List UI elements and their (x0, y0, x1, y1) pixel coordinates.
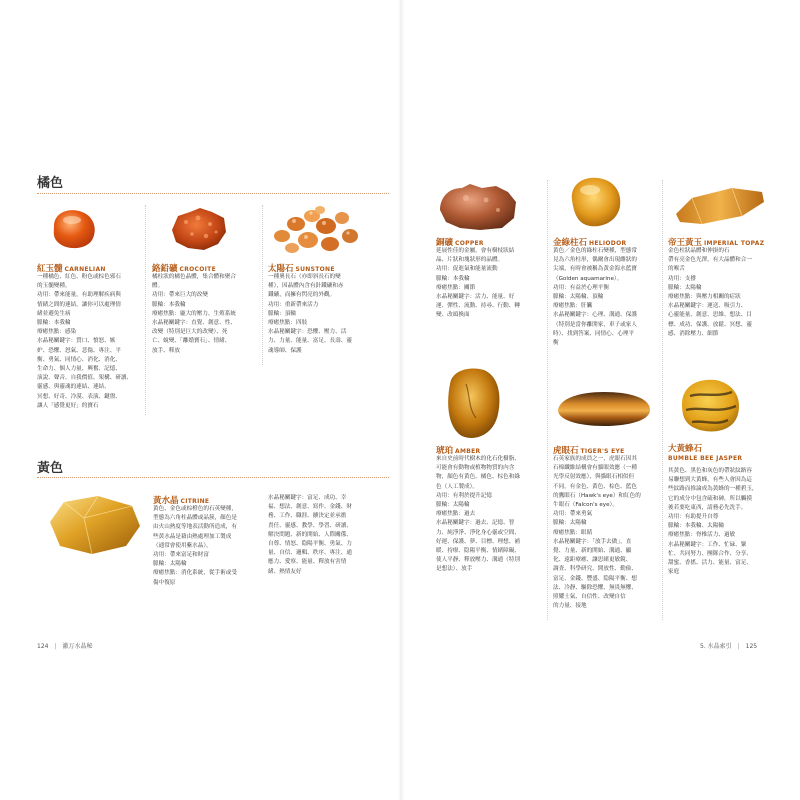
column-divider (662, 180, 663, 620)
description-line: 黃色、金色或棕橙色的石英變種， (153, 506, 237, 512)
description-line: 的力量、接地 (553, 603, 587, 610)
page-gutter (398, 0, 404, 800)
sunstone-description (268, 273, 376, 356)
description-line: 富足、金錢、豐盛、隐陽平衡、想 (553, 575, 637, 582)
description-line: 運、彈性、流動、持尋、行動、轉 (436, 303, 520, 310)
description-line: 照耀士氣、自信性、改變自信 (553, 594, 626, 601)
bumble-bee-jasper-image (676, 374, 746, 436)
description-line: 石英家族的成員之一，虎眼石因其 (553, 456, 637, 462)
description-line: 其黃色、黑色和灰色的帶狀紋路容 (668, 468, 752, 474)
description-line: 來自史前時代樹木的化石化樹脂， (436, 456, 520, 462)
description-line: 水晶秘關鍵字：工作、忙碌、緊 (668, 541, 747, 548)
description-line: 脈輪：太陽輪 (668, 284, 702, 291)
description-line: 水晶秘關鍵字：直覺、創意、性、 (152, 320, 236, 327)
description-line: 療癒焦點：關節 (436, 284, 476, 291)
column-divider (145, 205, 146, 415)
description-line: 脈輪：本我輪 (152, 301, 186, 308)
description-line: 功用：帶來能量，有助理解疾病與 (37, 292, 121, 299)
description-line: 功用：帶來富足和財富 (153, 552, 209, 559)
description-line: 緒、熱情友好 (268, 568, 302, 575)
description-line: 生命力、個人力量、興奮、記憶、 (37, 366, 121, 373)
description-line: 亡、蛻變、「離婚寶石」、情緒、 (152, 338, 231, 345)
description-line: 是想法）、放手 (436, 566, 473, 573)
description-line: 水晶秘關鍵字：「放手去做」，直 (553, 538, 632, 545)
carnelian-image (48, 204, 100, 252)
description-line: 療癒焦點：過去 (436, 511, 476, 518)
copper-image (436, 180, 520, 234)
description-line: 水晶秘關鍵字：運送、吸引力、 (668, 303, 747, 310)
description-line: （通常會使用紫水晶）。 (153, 542, 212, 549)
description-line: 可能會有動物或植物物質的內含 (436, 465, 515, 472)
description-line: 的喉舌 (668, 266, 685, 273)
section-title-yellow: 黃色 (37, 461, 64, 476)
description-line: 水晶秘關鍵字：恐懼、壓力、活 (268, 329, 347, 336)
right-page-number: 125 (745, 643, 758, 650)
description-line: 改變（特別是巨大的改變）、死 (152, 329, 228, 336)
description-line: 一種橘色、紅色、粉色或棕色邪石 (37, 274, 121, 280)
description-line: 甜蜜、香搖、活力、能量、富足、 (668, 560, 752, 567)
left-page-footer: 124 | 激万水晶秘 (37, 643, 93, 650)
description-line: 標、成功、保護、放鬆、冥想、靈 (668, 321, 752, 328)
description-line: 情緒之間的連結，讓你可以處理情 (37, 301, 121, 308)
description-line: 心靈能量、創意、思維、想法、目 (668, 312, 752, 319)
description-line: 脈輪：太陽輪 (553, 520, 587, 527)
description-line: 妒、恐懼、怒氣、悲傷、專注、平 (37, 347, 121, 354)
amber-description (436, 455, 544, 575)
description-line: （特別是當你離開家，車子或家人 (553, 321, 637, 328)
description-line: 脈輪：本我輪、太陽輪 (668, 523, 724, 530)
description-line: 功用：支撐 (668, 275, 696, 282)
left-book-title: 激万水晶秘 (62, 643, 93, 650)
description-line: 種），因晶體內含有針鐵礦和赤 (268, 283, 344, 290)
description-line: 功用：有利於提升記憶 (436, 492, 492, 499)
description-line: 帶有亮金色光澤，有大晶體和合一 (668, 257, 752, 264)
description-line: 量、自信、邏輯、秩序、專注、通 (268, 550, 352, 557)
description-line: 暖、持療、隐陽平衡、情緒障礙、 (436, 548, 520, 555)
description-line: 橘柱狀的橘色晶體，集合體和聚合 (152, 274, 236, 280)
description-line: 福、想法、創意、寫作、金錢、財 (268, 504, 352, 511)
description-line: 解決問題、新的開始、人際關係、 (268, 531, 352, 538)
heliodor-description (553, 247, 661, 348)
copper-title: 銅礦 COPPER (436, 238, 484, 248)
description-line: 的鷹眼石（Hawk's eye）和紅色的 (553, 492, 641, 499)
crocoite-description (152, 273, 256, 356)
description-line: 金色柱狀晶體和伸掛的石 (668, 248, 730, 254)
description-line: 冥想、好奇、冷漠、表演、鍵盤、 (37, 393, 121, 400)
description-line: 衡 (553, 340, 559, 347)
description-line: 療癒焦點：肝臟 (553, 303, 593, 310)
citrine-description-keywords (268, 494, 376, 577)
description-line: 脈輪：太陽輪 (153, 561, 187, 568)
right-section-title: 5. 水晶索引 (700, 643, 732, 650)
description-line: 衡、勇氣、同情心、消化、消化、 (37, 356, 121, 363)
description-line: 水晶秘關鍵字：富足、成功、幸 (268, 495, 347, 501)
description-line: 功用：促進氣和能量流動 (436, 266, 498, 273)
tigers-eye-image (554, 388, 654, 428)
column-divider (262, 205, 263, 365)
citrine-description (153, 505, 261, 588)
description-line: 療癒焦點：龐大的壓力，生殖系統 (152, 310, 236, 317)
description-line: 它的成分中包含硫和砷，所以觸摸 (668, 495, 752, 502)
description-line: 體。 (152, 283, 164, 290)
description-line: 牛眼石（Falcon's eye）。 (553, 502, 618, 509)
imperial-topaz-description (668, 247, 774, 339)
crocoite-title: 鉻鉛礦 CROCOITE (152, 264, 216, 274)
description-line: 些紋路而推論成為黃蜂的一種碧玉， (668, 486, 758, 493)
citrine-image (44, 492, 144, 558)
description-line: 石棉纖維結構會有貓眼效應（一種 (553, 465, 637, 472)
tigers-eye-description (553, 455, 661, 611)
description-line: 尖端，有時會被稱為黃金海水藍寶 (553, 266, 637, 273)
description-line: 水晶秘關鍵字：活力、能量、好 (436, 294, 515, 301)
description-line: 使人平靜、釋放壓力、溝通（特別 (436, 557, 520, 564)
description-line: 型態為六角柱晶體或晶簇，顏色是 (153, 515, 237, 522)
description-line: 療癒焦點：四肢 (268, 320, 308, 327)
description-line: 的玉髓變種。 (37, 283, 71, 290)
description-line: 色（人工製成）。 (436, 483, 478, 490)
description-line: 靈感、與靈魂的連結、連結、 (37, 384, 110, 391)
tigers-eye-title: 虎眼石 TIGER'S EYE (553, 446, 625, 456)
description-line: 療癒焦點：感染 (37, 329, 77, 336)
description-line: 脈輪：頂輪 (268, 310, 296, 317)
description-line: 鐵礦，而擁有閃亮的外觀。 (268, 292, 336, 299)
description-line: 務、工作、職涯、擴決定並承擔 (268, 513, 347, 520)
description-line: 脈輪：本我輪 (37, 320, 71, 327)
description-line: 魂導師、保護 (268, 347, 302, 354)
description-line: 水晶秘關鍵字：過去、記憶、智 (436, 520, 515, 527)
description-line: 調査、科學研究、開放性、勤儉、 (553, 566, 637, 573)
description-line: 力、力量、能量、富足、長壽、靈 (268, 338, 352, 345)
carnelian-title: 紅玉髓 CARNELIAN (37, 264, 106, 274)
imperial-topaz-image (672, 180, 768, 230)
description-line: 療癒焦點：脊椎活力、過敏 (668, 532, 736, 539)
heliodor-image (562, 172, 628, 232)
description-line: 好運、保護、夢、目標、理想、補 (436, 538, 520, 545)
description-line: 不同。有金色、黃色、棕色、藍色 (553, 483, 637, 490)
crocoite-image (168, 206, 230, 252)
description-line: 功用：重新帶來活力 (268, 301, 319, 308)
description-line: 功用：有助提升自尊 (668, 514, 719, 521)
description-line: 感、消除壓力、細節 (668, 330, 719, 337)
left-page-number: 124 (37, 643, 49, 650)
description-line: 見為六角柱形，偶爾會出現雌狀的 (553, 257, 637, 264)
carnelian-description (37, 273, 141, 411)
description-line: 脈輪：太陽輪 (436, 502, 470, 509)
bumble-bee-jasper-description (668, 467, 774, 577)
description-line: 功用：帶來巨大的改變 (152, 292, 208, 299)
description-line: 緒並避免生病 (37, 310, 71, 317)
description-line: 晶、片狀和塊狀形的晶體。 (436, 257, 504, 264)
description-line: 放手、釋放 (152, 347, 180, 354)
description-line: 一種奧長石（亦即斜長石的變 (268, 274, 341, 280)
description-line: 力、純淨淨、淨化身心靈或空間、 (436, 529, 520, 536)
sunstone-title: 太陽石 SUNSTONE (268, 264, 335, 274)
bumble-bee-jasper-title: 大黃蜂石 BUMBLE BEE JASPER (668, 444, 743, 462)
section-divider-orange (37, 193, 389, 194)
right-page-footer: 5. 水晶索引 | 125 (700, 643, 758, 650)
description-line: 脈輪：本我輪 (436, 275, 470, 282)
description-line: 後若要吃東西，請務必先洗手。 (668, 504, 747, 511)
description-line: 忙、共同努力、團隊合作、分享、 (668, 550, 752, 557)
copper-description (436, 247, 544, 321)
column-divider (547, 180, 548, 620)
sunstone-image (268, 202, 362, 258)
description-line: 自尊、情怒、隐陽平衡、勇氣、力 (268, 541, 352, 548)
description-line: 傷中復原 (153, 579, 176, 586)
description-line: 化、遠距療癒、讓思緒更敏銳、 (553, 557, 632, 564)
description-line: 黃色／金色的綠柱石變種，型態常 (553, 248, 637, 254)
description-line: 法、冷靜、驅除恐懼、無畏無懼、 (553, 584, 637, 591)
description-line: 功用：帶來勇氣 (553, 511, 593, 518)
description-line: 物，顏色有黃色、橘色、棕色和綠 (436, 474, 520, 481)
description-line: 應力、愛察、能量、釋放有害情 (268, 559, 347, 566)
description-line: 由火山熱度等地表活動所造成，有 (153, 524, 237, 531)
citrine-title: 黃水晶 CITRINE (153, 496, 210, 506)
description-line: 療癒焦點：消化系統，從手術或受 (153, 570, 237, 577)
description-line: 延展性佳的金屬，會有樹枝狀結 (436, 248, 515, 254)
description-line: 責任、靈感、教學、學習、研讀、 (268, 522, 352, 529)
description-line: 水晶秘關鍵字：心理、溝通、保護 (553, 312, 637, 319)
description-line: 光學反射效應），與貓眼石相似但 (553, 474, 635, 481)
heliodor-title: 金綠柱石 HELIODOR (553, 238, 627, 248)
description-line: 時）、找到答案、同情心、心理平 (553, 330, 635, 337)
imperial-topaz-title: 帝王黃玉 IMPERIAL TOPAZ (668, 238, 765, 248)
description-line: （Golden aquamarine）。 (553, 275, 623, 282)
description-line: 些黃水晶是藉由熱處理加工製成 (153, 533, 232, 540)
section-title-orange: 橘色 (37, 176, 64, 191)
section-divider-yellow (37, 477, 389, 478)
description-line: 演說、聲音、自我價值、架構、研讀、 (37, 375, 133, 382)
description-line: 家庭 (668, 569, 680, 576)
description-line: 療癒焦點：眼睛 (553, 529, 593, 536)
description-line: 療癒焦點：與壓力相關的症狀 (668, 294, 741, 301)
description-line: 水晶秘關鍵字：質口、憤怒、嫉 (37, 338, 116, 345)
description-line: 脈輪：太陽輪、頂輪 (553, 294, 604, 301)
description-line: 讓人「感覺更好」的寶石 (37, 402, 99, 409)
description-line: 變、改頭換面 (436, 312, 470, 319)
amber-image (440, 364, 506, 444)
amber-title: 琥珀 AMBER (436, 446, 481, 456)
description-line: 覺、力量、新的開始、溝通、顯 (553, 548, 632, 555)
description-line: 易聯想到大黃蜂，有些人會因為這 (668, 477, 752, 484)
description-line: 功用：有益於心理平衡 (553, 284, 609, 291)
